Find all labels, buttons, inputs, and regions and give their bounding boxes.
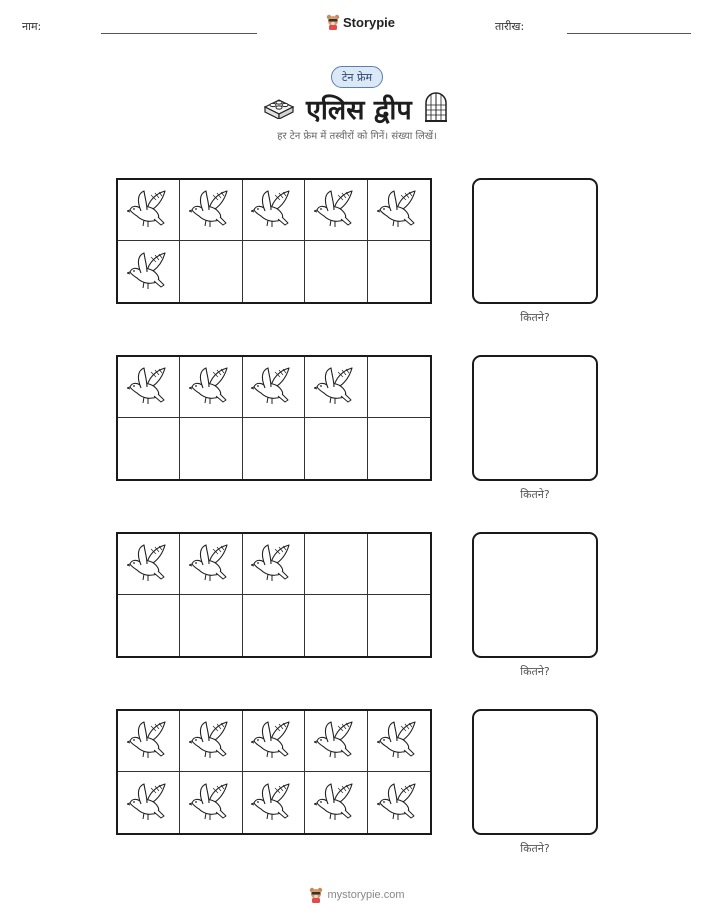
page-title: एलिस द्वीप bbox=[306, 95, 412, 126]
ten-frame-cell bbox=[180, 711, 242, 772]
ten-frame-cell bbox=[243, 711, 305, 772]
bird-icon bbox=[251, 782, 295, 824]
answer-box-4[interactable] bbox=[472, 709, 598, 835]
ten-frame-cell bbox=[180, 595, 242, 656]
ten-frame-cell bbox=[243, 241, 305, 302]
bird-icon bbox=[314, 782, 358, 824]
lego-brick-icon bbox=[262, 95, 296, 119]
bird-icon bbox=[251, 189, 295, 231]
bird-icon bbox=[251, 543, 295, 585]
bird-icon bbox=[251, 366, 295, 408]
ten-frame-cell bbox=[305, 241, 367, 302]
ten-frame-cell bbox=[305, 534, 367, 595]
footer bbox=[0, 887, 714, 903]
ten-frame-cell bbox=[180, 241, 242, 302]
topic-badge: टेन फ्रेम bbox=[331, 66, 383, 88]
ten-frame-cell bbox=[118, 357, 180, 418]
bird-icon bbox=[251, 720, 295, 762]
ten-frame-cell bbox=[305, 772, 367, 833]
bird-icon bbox=[377, 189, 421, 231]
date-line[interactable] bbox=[567, 33, 691, 34]
ten-frame-cell bbox=[118, 595, 180, 656]
bird-icon bbox=[127, 189, 171, 231]
window-icon bbox=[424, 91, 448, 122]
ten-frame-4 bbox=[116, 709, 432, 835]
bear-mascot-icon bbox=[326, 14, 340, 30]
bird-icon bbox=[314, 366, 358, 408]
ten-frame-cell bbox=[368, 595, 430, 656]
ten-frame-cell bbox=[118, 772, 180, 833]
brand-name: Storypie bbox=[343, 14, 396, 30]
answer-box-2[interactable] bbox=[472, 355, 598, 481]
ten-frame-cell bbox=[305, 357, 367, 418]
ten-frame-cell bbox=[118, 241, 180, 302]
ten-frame-cell bbox=[305, 711, 367, 772]
ten-frame-cell bbox=[118, 711, 180, 772]
name-label: नाम: bbox=[22, 20, 42, 33]
bird-icon bbox=[189, 543, 233, 585]
ten-frame-cell bbox=[180, 534, 242, 595]
ten-frame-1 bbox=[116, 178, 432, 304]
bird-icon bbox=[127, 782, 171, 824]
bird-icon bbox=[127, 720, 171, 762]
ten-frame-cell bbox=[368, 534, 430, 595]
ten-frame-cell bbox=[368, 711, 430, 772]
bird-icon bbox=[314, 720, 358, 762]
brand-logo bbox=[326, 14, 395, 30]
bird-icon bbox=[377, 782, 421, 824]
bird-icon bbox=[127, 543, 171, 585]
bird-icon bbox=[127, 251, 171, 293]
ten-frame-cell bbox=[243, 534, 305, 595]
ten-frame-cell bbox=[368, 241, 430, 302]
answer-box-3[interactable] bbox=[472, 532, 598, 658]
ten-frame-cell bbox=[180, 357, 242, 418]
ten-frame-cell bbox=[305, 595, 367, 656]
ten-frame-cell bbox=[180, 418, 242, 479]
ten-frame-cell bbox=[368, 357, 430, 418]
bird-icon bbox=[127, 366, 171, 408]
ten-frame-cell bbox=[118, 418, 180, 479]
footer-site: mystorypie.com bbox=[327, 889, 405, 901]
ten-frame-cell bbox=[243, 180, 305, 241]
ten-frame-cell bbox=[305, 418, 367, 479]
answer-label-2: कितने? bbox=[520, 488, 550, 501]
ten-frame-cell bbox=[118, 534, 180, 595]
ten-frame-3 bbox=[116, 532, 432, 658]
ten-frame-cell bbox=[243, 357, 305, 418]
ten-frame-cell bbox=[243, 772, 305, 833]
ten-frame-cell bbox=[243, 418, 305, 479]
answer-label-4: कितने? bbox=[520, 842, 550, 855]
ten-frame-cell bbox=[368, 772, 430, 833]
name-line[interactable] bbox=[101, 33, 257, 34]
bear-mascot-icon bbox=[309, 887, 323, 903]
ten-frame-cell bbox=[368, 418, 430, 479]
bird-icon bbox=[377, 720, 421, 762]
answer-label-3: कितने? bbox=[520, 665, 550, 678]
ten-frame-cell bbox=[180, 180, 242, 241]
answer-label-1: कितने? bbox=[520, 311, 550, 324]
bird-icon bbox=[189, 189, 233, 231]
answer-box-1[interactable] bbox=[472, 178, 598, 304]
ten-frame-cell bbox=[368, 180, 430, 241]
bird-icon bbox=[189, 782, 233, 824]
bird-icon bbox=[189, 720, 233, 762]
ten-frame-cell bbox=[305, 180, 367, 241]
ten-frame-cell bbox=[243, 595, 305, 656]
date-label: तारीख: bbox=[495, 20, 525, 33]
bird-icon bbox=[314, 189, 358, 231]
ten-frame-cell bbox=[180, 772, 242, 833]
ten-frame-2 bbox=[116, 355, 432, 481]
ten-frame-cell bbox=[118, 180, 180, 241]
instructions: हर टेन फ्रेम में तस्वीरों को गिनें। संख्या लिखें। bbox=[277, 131, 437, 142]
bird-icon bbox=[189, 366, 233, 408]
